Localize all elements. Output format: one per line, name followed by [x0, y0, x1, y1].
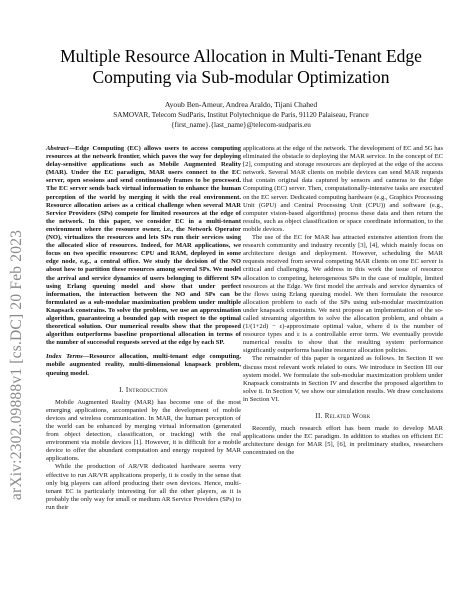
left-column — [46, 145, 241, 512]
intro-paragraph-3: applications at the edge of the network. The development of EC and 5G has eliminated the obstacle to deploying the MAR service. In the concept of EC [2], computing and storage resources are deployed at the edge of the access network. Several MAR clients on mobile devices can send MAR requests that contain original data captured by sensors and cameras to the Edge Computing (EC) server. Then, computationally-intensive tasks are executed on the EC server. Dedicated computing hardware (e.g., Graphics Processing Unit (GPU) and Central Processing Unit (CPU)) and software (e.g., computer vision-based algorithms) process these data and then return the results, such as object classification or space coordinate information, to the mobile devices. — [243, 145, 443, 233]
intro-paragraph-4: The use of the EC for MAR has attracted extensive attention from the research community and industry recently [3], [4], which mainly focus on architecture design and deployment. However, scheduling the MAR requests received from several competing MAR clients on one EC server is critical and challenging. We address in this work the issue of resource allocation to competing, heterogeneous SPs in the case of multiple, limited resources at the Edge. We first model the arrivals and service dynamics of the flows using Erlang queuing model. We then formulate the resource allocation problem to each of the SPs using sub-modular maximization under knapsack constraints. We next propose an implementation of the so-called streaming algorithm to solve the allocation problem, and obtain a (1/(1+2d) − ε)-approximate optimal value, where d is the number of resource types and ε is a controllable error term. We eventually provide numerical results to show that the resulting system performance significantly outperforms baseline resource allocation policies. — [243, 234, 443, 355]
intro-paragraph-1: Mobile Augmented Reality (MAR) has become one of the most emerging applications, accompanied by the development of mobile devices and wireless communication. In MAR, the human perception of the world can be enhanced by merging virtual information (generated from object detection, classification, or tracking) with the real environment via mobile devices [1]. However, it is difficult for a mobile device to offer the abundant computation and energy required by MAR applications. — [46, 398, 241, 463]
author-list: Ayoub Ben-Ameur, Andrea Araldo, Tijani Chahed — [164, 100, 318, 109]
author-email: {first_name}.{last_name}@telecom-sudparis.eu — [171, 121, 311, 129]
index-terms — [46, 353, 241, 377]
index-terms-text: —Resource allocation, multi-tenant edge computing, mobile augmented reality, multi-dimensional knapsack problem, queuing model. — [46, 353, 241, 377]
arxiv-id-text: arXiv:2302.09888v1 [cs.DC] 20 Feb 2023 — [8, 229, 25, 501]
abstract-text: —Edge Computing (EC) allows users to access computing resources at the network frontier, which paves the way for deploying delay-sensitive applications such as Mobile Augmented Reality (MAR). Under the EC paradigm, MAR users connect to the EC server, open sessions and send continuously frames to be processed. The EC server sends back virtual information to enhance the human perception of the world by merging it with the real environment. Resource allocation arises as a critical challenge when several MAR Service Providers (SPs) compete for limited resources at the edge of the network. In this paper, we consider EC in a multi-tenant environment where the resource owner, i.e., the Network Operator (NO), virtualizes the resources and lets SPs run their services using the allocated slice of resources. Indeed, for MAR applications, we focus on two specific resources: CPU and RAM, deployed in some edge node, e.g., a central office. We study the decision of the NO about how to partition these resources among several SPs. We model the arrival and service dynamics of users belonging to different SPs using Erlang queuing model and show that under perfect information, the interaction between the NO and SPs can be formulated as a sub-modular maximization problem under multiple Knapsack constrains. To solve the problem, we use an approximation algorithm, guaranteeing a bounded gap with respect to the optimal theoretical solution. Our numerical results show that the proposed algorithm outperforms baseline proportional allocation in terms of the number of successful requests served at the edge by each SP. — [46, 145, 241, 347]
index-terms-lead: Index Terms — [46, 353, 83, 361]
intro-paragraph-2: While the production of AR/VR dedicated hardware seems very effective to run AR/VR applications properly, it is costly in the sense that only big players can afford producing their own devices. Hence, multi-tenant EC is particularly interesting for all the other players, as it is probably the only way for small or medium AR Service Providers (SPs) to run their — [46, 463, 241, 511]
affiliation: SAMOVAR, Telecom SudParis, Institut Polytechnique de Paris, 91120 Palaiseau, France — [113, 111, 369, 119]
right-column — [243, 145, 443, 457]
related-work-paragraph-1: Recently, much research effort has been made to develop MAR applications under the EC paradigm. In addition to studies on efficient EC architecture design for MAR [5], [6], in preliminary studies, researchers concentrated on the — [243, 425, 443, 457]
intro-paragraph-5: The remainder of this paper is organized as follows. In Section II we discuss most relevant work related to ours. We introduce in Section III our system model. We formulate the sub-modular maximization problem under Knapsack constraints in Section IV and describe the proposed algorithm to solve it. In Section V, we show our simulation results. We draw conclusions in Section VI. — [243, 355, 443, 403]
paper-title — [36, 46, 446, 88]
arxiv-identifier-stamp — [6, 165, 28, 565]
abstract — [46, 145, 241, 347]
section-heading-introduction: I. Introduction — [119, 385, 168, 394]
paper-title-line-1: Multiple Resource Allocation in Multi-Tenant Edge — [60, 46, 422, 66]
abstract-lead: Abstract — [46, 145, 69, 152]
section-heading-related-work: II. Related Work — [315, 412, 371, 420]
paper-title-line-2: Computing via Sub-modular Optimization — [92, 67, 390, 87]
